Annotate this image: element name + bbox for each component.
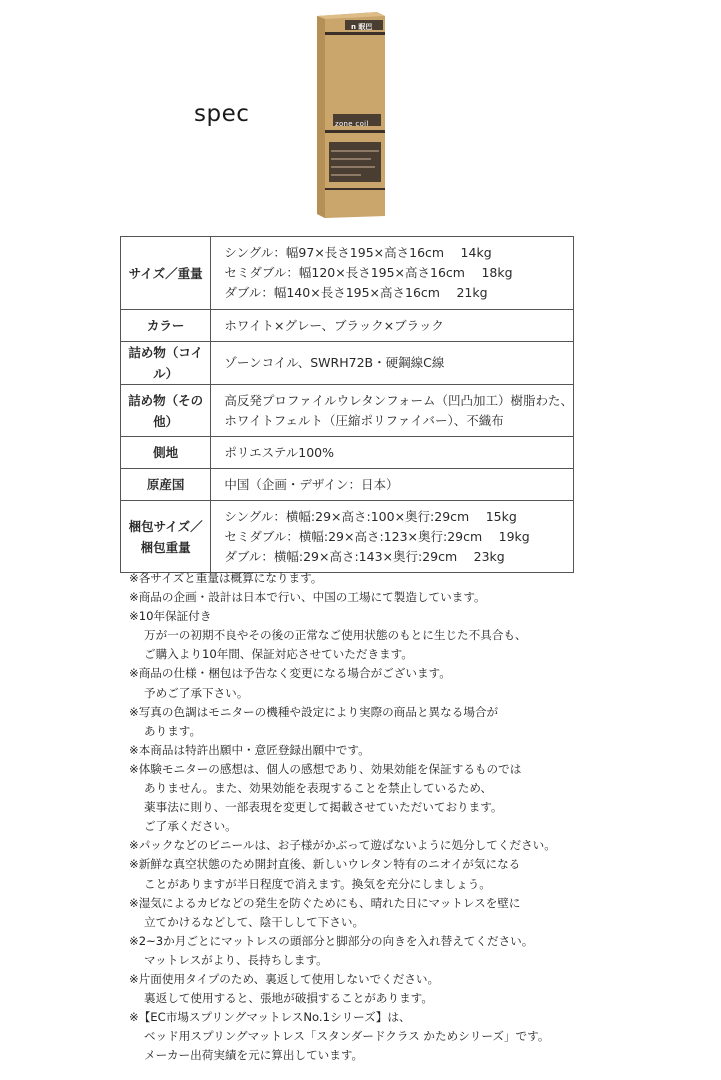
note-line: ご了承ください。 [144,819,237,834]
spec-title: spec [194,101,250,127]
note-line: ※写真の色調はモニターの機種や設定により実際の商品と異なる場合が [129,704,499,719]
spec-value-line: ダブル：横幅:29×高さ:143×奥行:29cm 23kg [224,548,505,564]
box-product-name: zone coil [335,120,369,128]
note-line: ありません。また、効果効能を表現することを禁止しているため、 [144,781,493,796]
spec-row-filling-other [121,385,574,437]
note-line: ※本商品は特許出願中・意匠登録出願中です。 [129,742,370,757]
spec-value [211,385,574,437]
spec-label: サイズ／重量 [121,237,211,310]
spec-value-line: ダブル：幅140×長さ195×高さ16cm 21kg [224,285,488,300]
note-line: ※10年保証付き [129,609,212,624]
note-line: ※湿気によるカビなどの発生を防ぐためにも、晴れた日にマットレスを壁に [129,895,521,910]
note-line: 薬事法に則り、一部表現を変更して掲載させていただいております。 [144,800,503,815]
note-line: 裏返して使用すると、張地が破損することがあります。 [144,991,433,1006]
spec-label: 側地 [121,437,211,469]
spec-value-line: 高反発プロファイルウレタンフォーム（凹凸加工）樹脂わた、 [224,392,573,408]
note-line: あります。 [144,723,202,738]
note-line: ※商品の仕様・梱包は予告なく変更になる場合がございます。 [129,666,451,681]
spec-row-cover [121,437,574,469]
spec-row-package [121,501,574,573]
notes-list [129,569,689,1065]
spec-table [120,236,574,573]
spec-value-line: シングル：幅97×長さ195×高さ16cm 14kg [224,245,492,260]
note-line: メーカー出荷実績を元に算出しています。 [144,1048,364,1063]
note-line: 万が一の初期不良やその後の正常なご使用状態のもとに生じた不具合も、 [144,628,527,643]
spec-row-color [121,310,574,342]
spec-label: 詰め物（その他） [121,385,211,437]
spec-value-line: シングル：横幅:29×高さ:100×奥行:29cm 15kg [224,508,517,524]
spec-label: 詰め物（コイル） [121,342,211,385]
box-brand-logo: n 眠巴 [351,23,373,31]
spec-row-origin [121,469,574,501]
note-line: ※各サイズと重量は概算になります。 [129,571,323,585]
note-line: ※パックなどのビニールは、お子様がかぶって遊ばないように処分してください。 [129,838,556,853]
spec-row-filling-coil [121,342,574,385]
note-line: マットレスがより、長持ちします。 [144,952,328,967]
note-line: ※体験モニターの感想は、個人の感想であり、効果効能を保証するものでは [129,761,522,776]
spec-label [121,501,211,573]
note-line: 予めご了承下さい。 [144,685,249,700]
spec-label-line: 梱包サイズ／ [128,518,203,534]
note-line: ことがありますが半日程度で消えます。換気を充分にしましょう。 [144,876,491,891]
note-line: ご購入より10年間、保証対応させていただきます。 [144,647,413,662]
product-box-image [315,10,387,220]
spec-row-size-weight [121,237,574,310]
note-line: ※商品の企画・設計は日本で行い、中国の工場にて製造しています。 [129,590,486,605]
note-line: ※【EC市場スプリングマットレスNo.1シリーズ】は、 [129,1010,411,1025]
note-line: ベッド用スプリングマットレス「スタンダードクラス かためシリーズ」です。 [144,1029,550,1044]
spec-value-line: ホワイトフェルト（圧縮ポリファイバー）、不織布 [224,412,504,428]
spec-value [211,501,574,573]
note-line: 立てかけるなどして、陰干しして下さい。 [144,914,365,929]
note-line: ※片面使用タイプのため、裏返して使用しないでください。 [129,971,440,986]
spec-value-line: セミダブル：幅120×長さ195×高さ16cm 18kg [224,265,513,280]
note-line: ※2~3か月ごとにマットレスの頭部分と脚部分の向きを入れ替えてください。 [129,933,534,948]
spec-value: ゾーンコイル、SWRH72B・硬鋼線C線 [211,342,574,385]
spec-value [211,237,574,310]
spec-label-line: 梱包重量 [140,539,191,555]
spec-label: 原産国 [121,469,211,501]
spec-value-line: セミダブル：横幅:29×高さ:123×奥行:29cm 19kg [224,528,530,544]
spec-label: カラー [121,310,211,342]
spec-value: 中国（企画・デザイン：日本） [211,469,574,501]
note-line: ※新鮮な真空状態のため開封直後、新しいウレタン特有のニオイが気になる [129,857,521,872]
spec-value: ポリエステル100% [211,437,574,469]
spec-value: ホワイト×グレー、ブラック×ブラック [211,310,574,342]
